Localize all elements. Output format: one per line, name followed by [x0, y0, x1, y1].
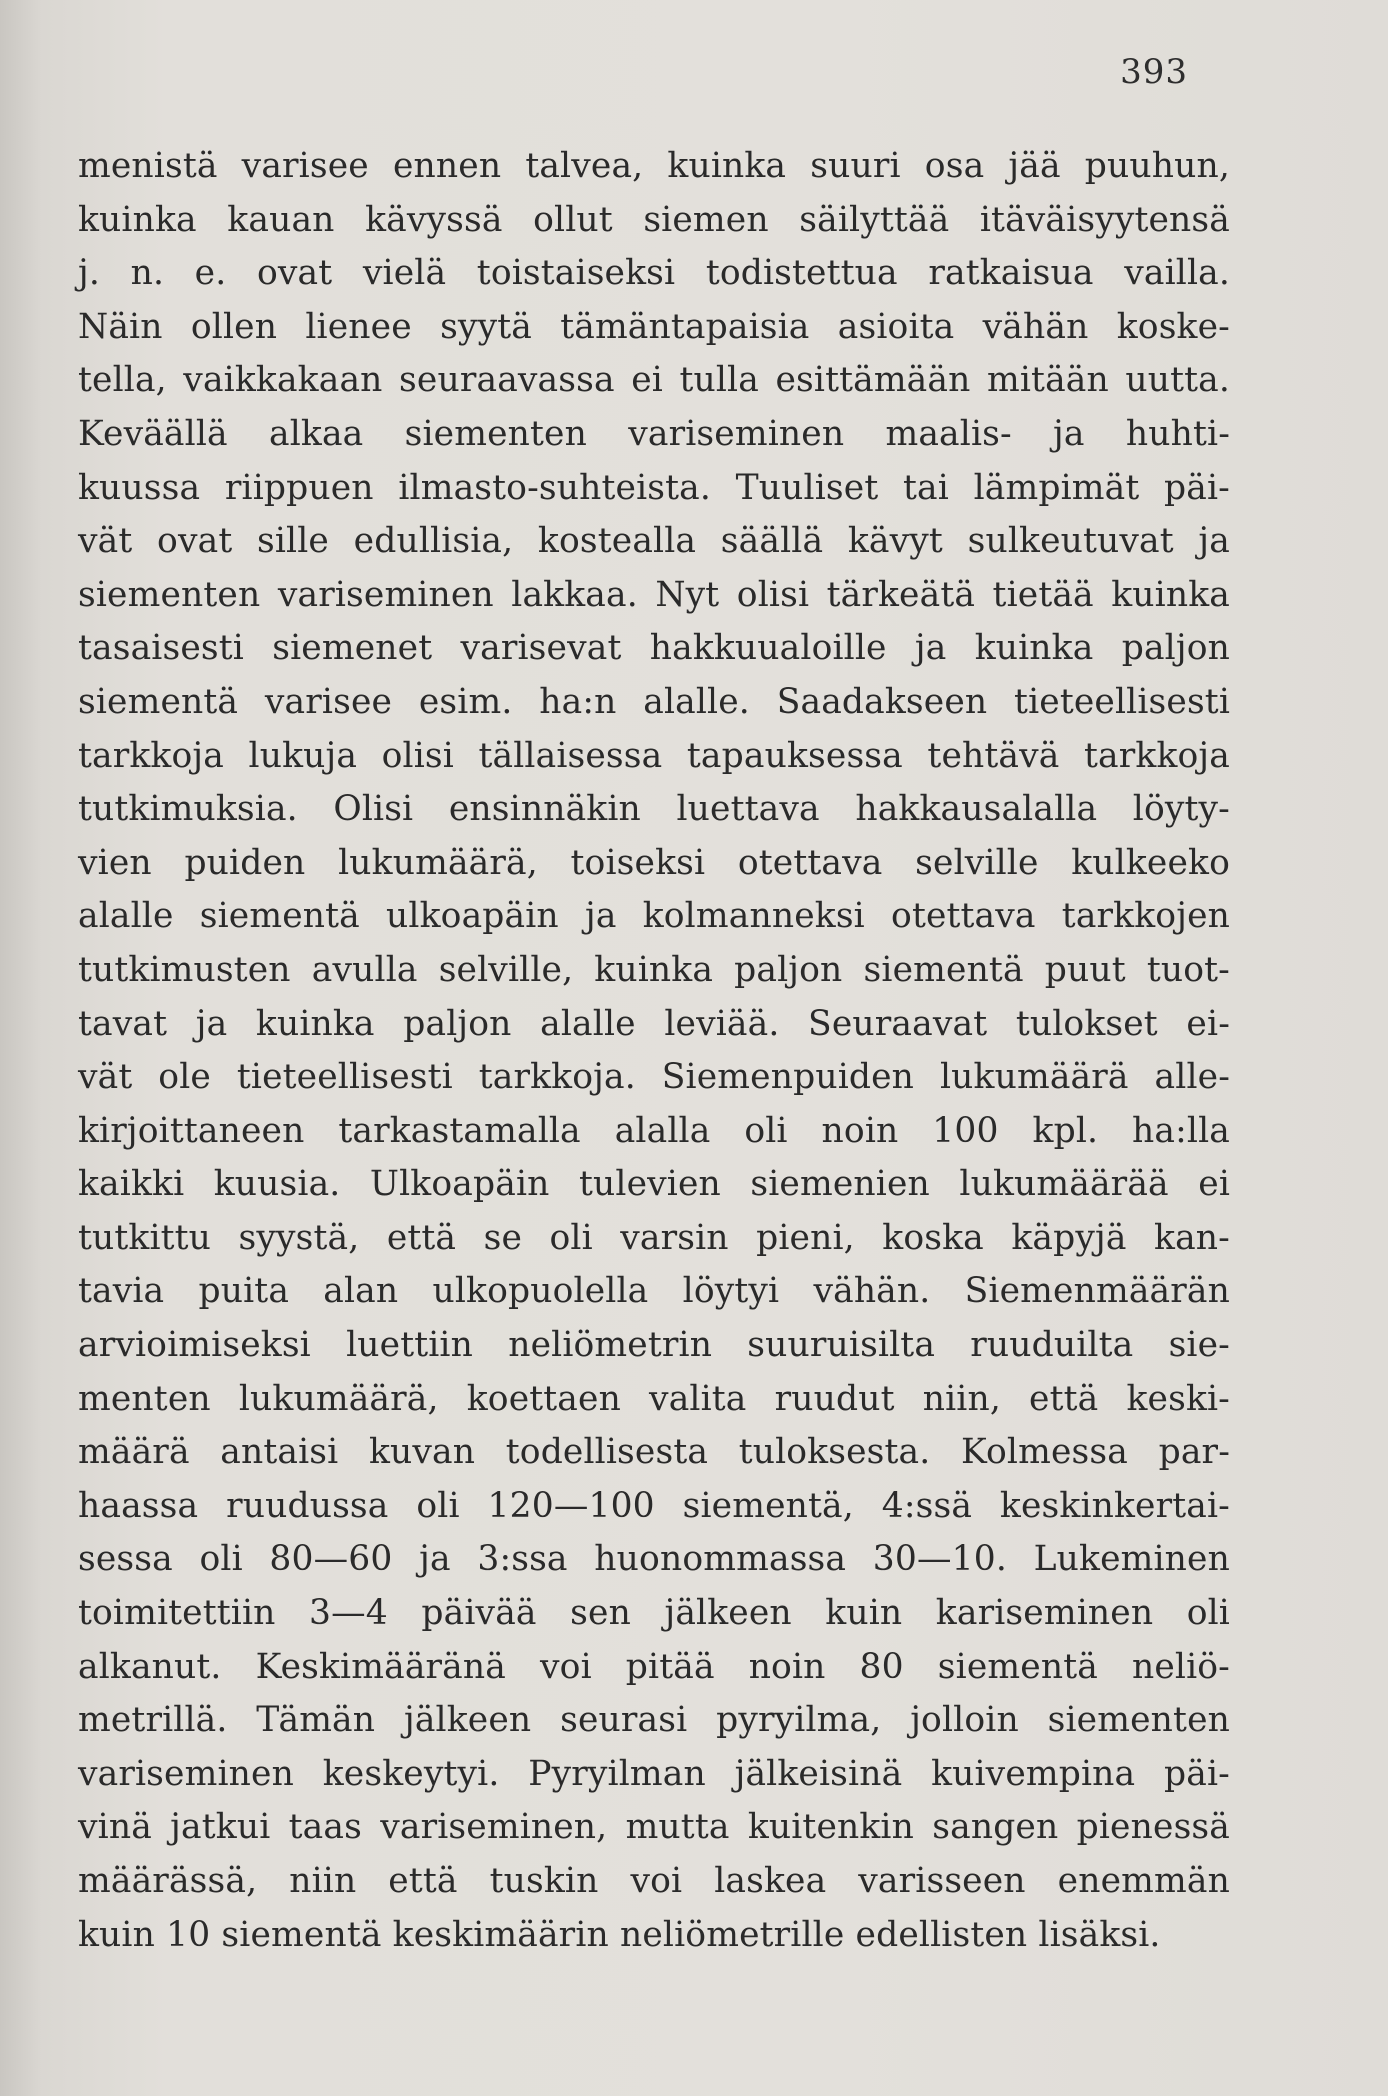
text-line: sessa oli 80—60 ja 3:ssa huonommassa 30—10. Lukeminen — [78, 1539, 1230, 1580]
text-line: menten lukumäärä, koettaen valita ruudut niin, että keski- — [78, 1378, 1230, 1419]
text-line: metrillä. Tämän jälkeen seurasi pyryilma, jolloin siementen — [78, 1700, 1230, 1741]
page-number: 393 — [1120, 52, 1188, 92]
text-line: tavia puita alan ulkopuolella löytyi vähän. Siemenmäärän — [78, 1271, 1230, 1312]
text-line: tarkkoja lukuja olisi tällaisessa tapauksessa tehtävä tarkkoja — [78, 735, 1230, 776]
text-line: vinä jatkui taas variseminen, mutta kuitenkin sangen pienessä — [78, 1807, 1230, 1848]
text-line: vät ole tieteellisesti tarkkoja. Siemenpuiden lukumäärä alle- — [78, 1057, 1230, 1098]
text-line: tavat ja kuinka paljon alalle leviää. Seuraavat tulokset ei- — [78, 1003, 1230, 1044]
text-line: määrässä, niin että tuskin voi laskea varisseen enemmän — [78, 1861, 1230, 1901]
text-line: variseminen keskeytyi. Pyryilman jälkeisinä kuivempina päi- — [78, 1753, 1230, 1794]
text-line: määrä antaisi kuvan todellisesta tuloksesta. Kolmessa par- — [78, 1432, 1230, 1473]
text-line: tella, vaikkakaan seuraavassa ei tulla esittämään mitään uutta. — [78, 360, 1230, 401]
text-line: kuinka kauan kävyssä ollut siemen säilyttää itäväisyytensä — [78, 199, 1230, 240]
text-line: Keväällä alkaa siementen variseminen maalis- ja huhti- — [78, 413, 1230, 454]
body-text — [78, 140, 1230, 1962]
text-line: haassa ruudussa oli 120—100 siementä, 4:ssä keskinkertai- — [78, 1485, 1230, 1526]
text-line: toimitettiin 3—4 päivää sen jälkeen kuin kariseminen oli — [78, 1593, 1230, 1634]
text-line: Näin ollen lienee syytä tämäntapaisia asioita vähän koske- — [78, 306, 1230, 347]
text-line: vät ovat sille edullisia, kostealla säällä kävyt sulkeutuvat ja — [78, 521, 1230, 562]
text-line: arvioimiseksi luettiin neliömetrin suuruisilta ruuduilta sie- — [78, 1325, 1230, 1366]
text-line: j. n. e. ovat vielä toistaiseksi todistettua ratkaisua vailla. — [78, 253, 1230, 294]
text-line: kaikki kuusia. Ulkoapäin tulevien siemenien lukumäärää ei — [78, 1164, 1230, 1205]
text-line: tutkimuksia. Olisi ensinnäkin luettava hakkausalalla löyty- — [78, 789, 1230, 830]
text-line: tasaisesti siemenet varisevat hakkuualoille ja kuinka paljon — [78, 628, 1230, 669]
text-line: vien puiden lukumäärä, toiseksi otettava selville kulkeeko — [78, 842, 1230, 883]
text-line: siementä varisee esim. ha:n alalle. Saadakseen tieteellisesti — [78, 681, 1230, 722]
text-line: alkanut. Keskimääränä voi pitää noin 80 siementä neliö- — [78, 1646, 1230, 1687]
text-line: menistä varisee ennen talvea, kuinka suuri osa jää puuhun, — [78, 146, 1230, 186]
text-line: siementen variseminen lakkaa. Nyt olisi tärkeätä tietää kuinka — [78, 574, 1230, 615]
text-line: alalle siementä ulkoapäin ja kolmanneksi otettava tarkkojen — [78, 896, 1230, 937]
text-line: kuussa riippuen ilmasto-suhteista. Tuuliset tai lämpimät päi- — [78, 467, 1230, 508]
text-line: tutkimusten avulla selville, kuinka paljon siementä puut tuot- — [78, 949, 1230, 990]
text-line: kirjoittaneen tarkastamalla alalla oli noin 100 kpl. ha:lla — [78, 1110, 1230, 1151]
text-line: tutkittu syystä, että se oli varsin pieni, koska käpyjä kan- — [78, 1217, 1230, 1258]
text-line: kuin 10 siementä keskimäärin neliömetrille edellisten lisäksi. — [78, 1914, 1161, 1955]
